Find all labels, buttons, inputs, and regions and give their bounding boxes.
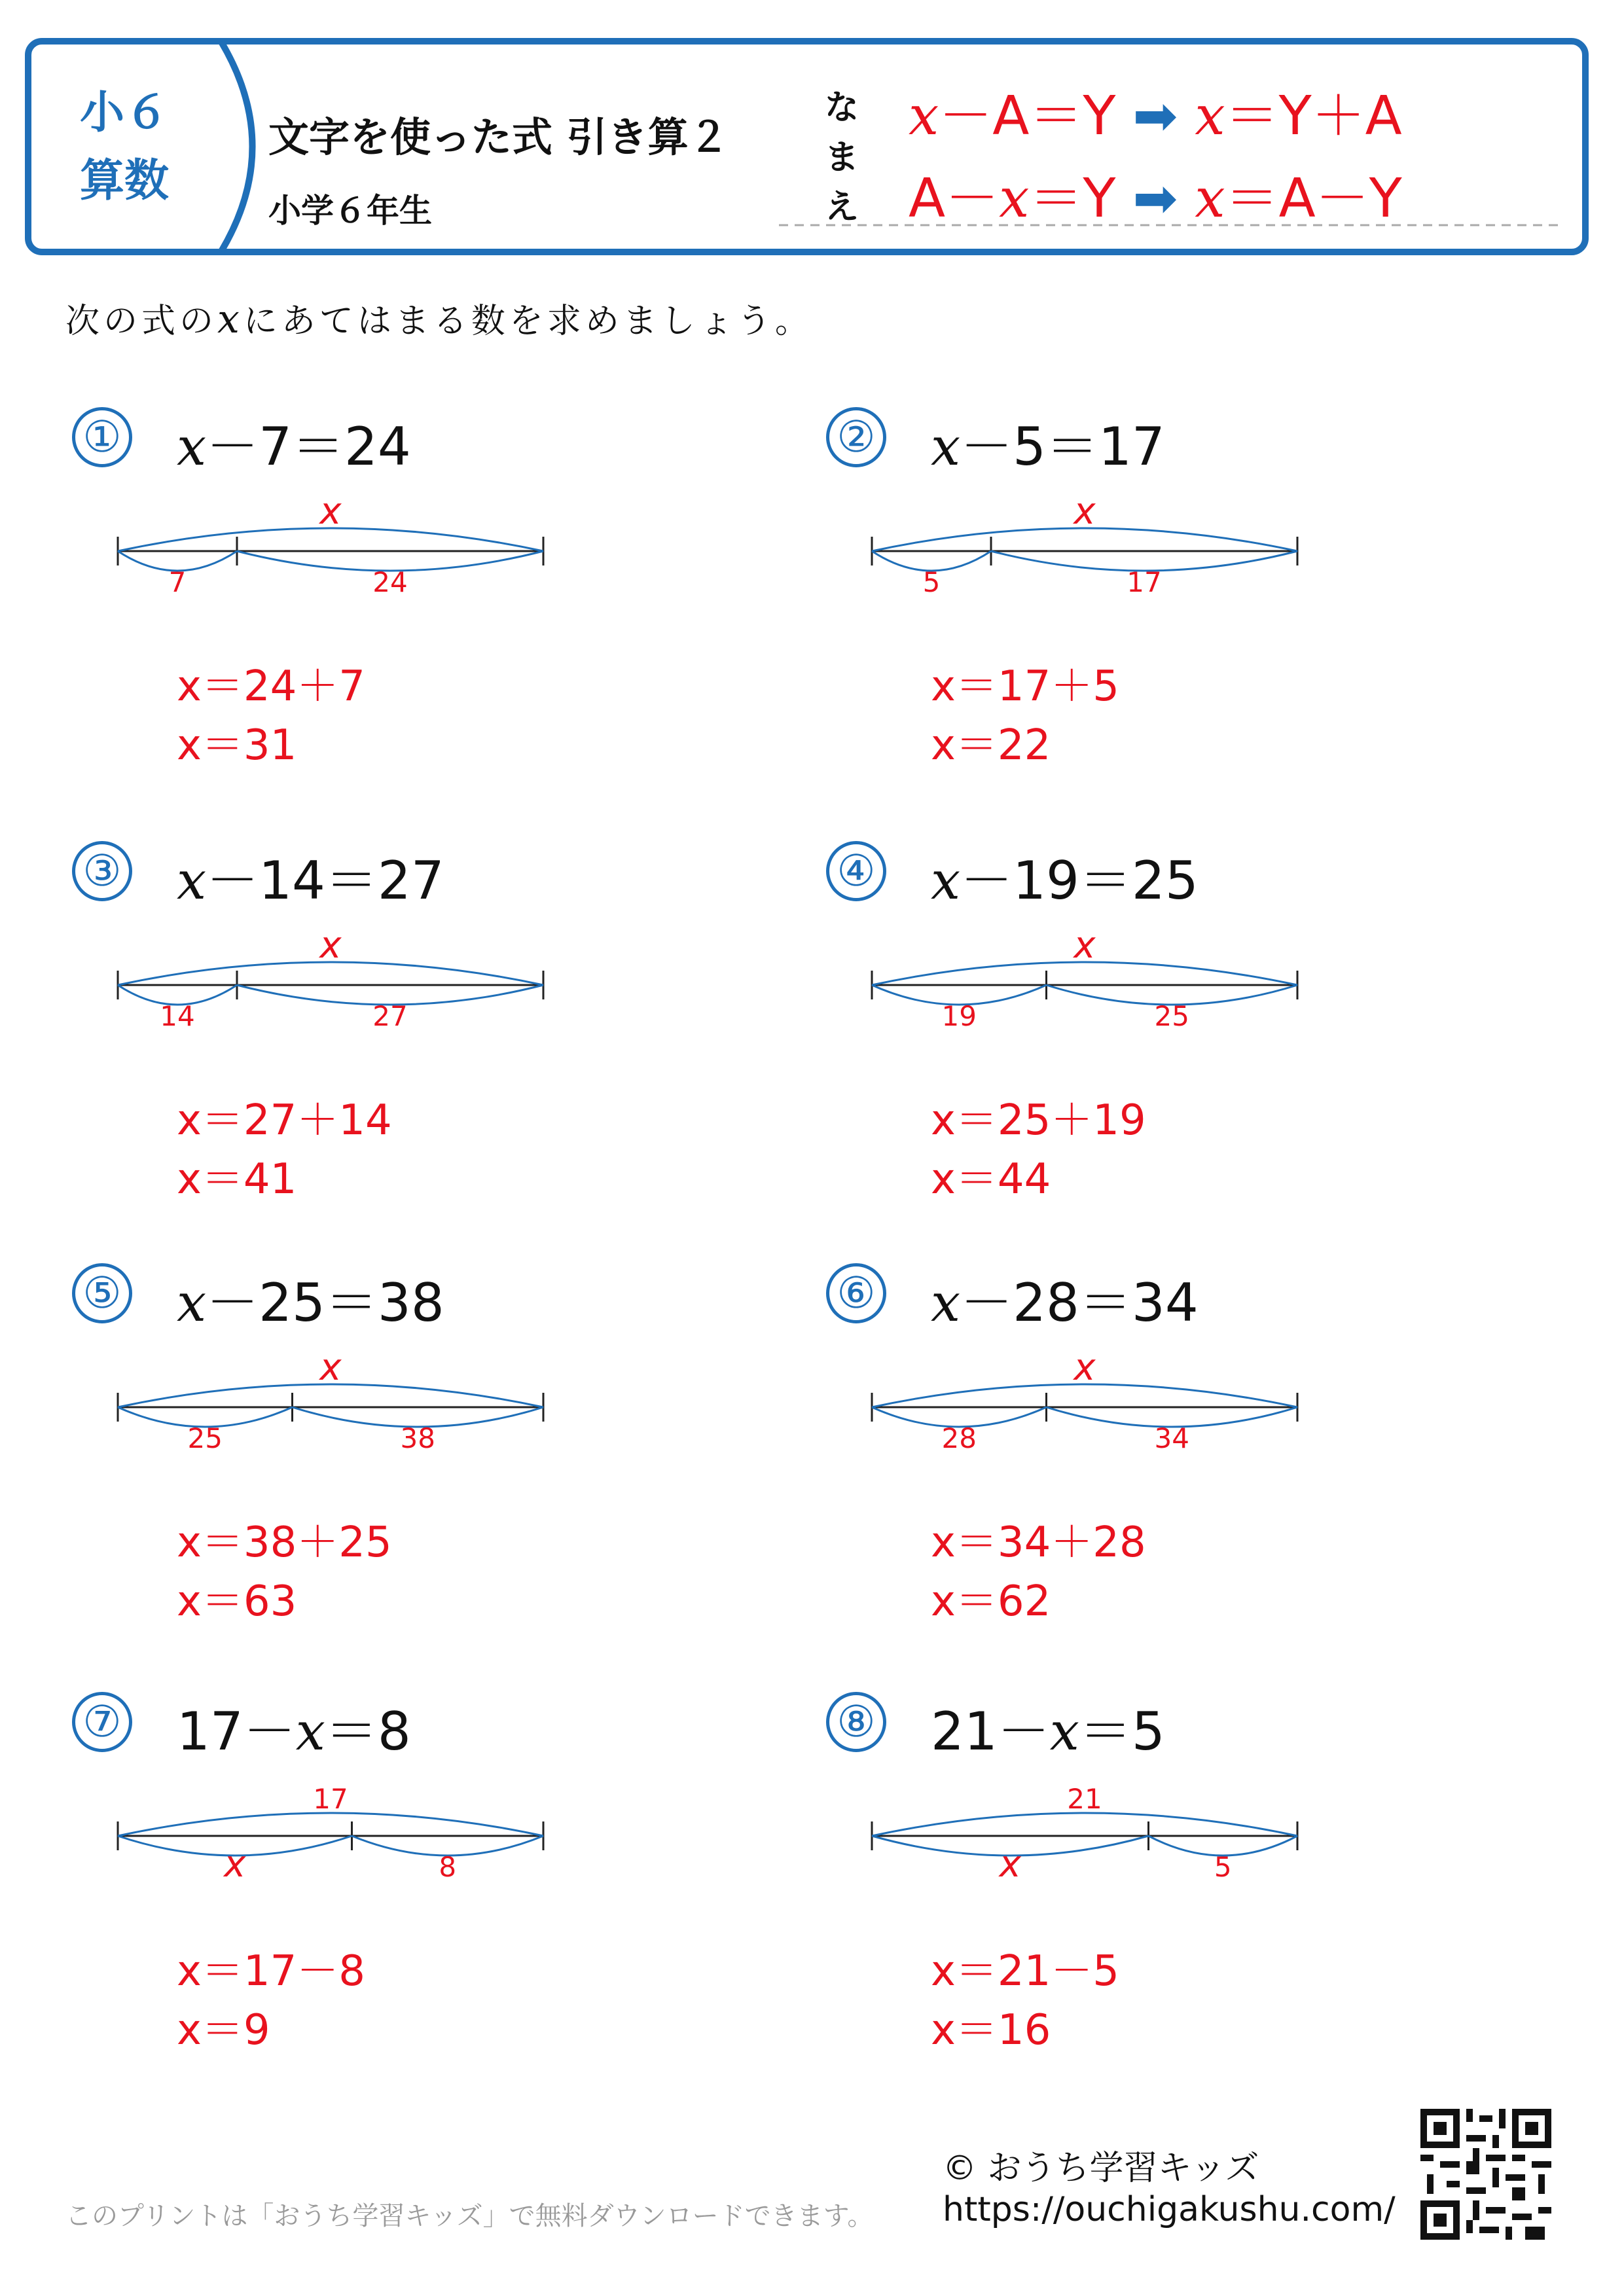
tape-diagram — [111, 492, 550, 610]
problem-equation — [931, 1689, 1165, 1765]
equation-part-b: －28＝34 — [960, 1272, 1199, 1333]
variable-x: x — [999, 168, 1030, 230]
variable-x: x — [177, 416, 207, 477]
variable-x: x — [177, 850, 207, 911]
problem-equation — [931, 404, 1165, 480]
variable-x: x — [931, 416, 961, 477]
equation-part-b: －19＝25 — [960, 850, 1199, 911]
right-segment-label: 5 — [1214, 1851, 1232, 1883]
answer-step: x＝24＋7 — [177, 662, 366, 711]
equation-part-b: ＝5 — [1079, 1701, 1165, 1762]
answer-result: x＝63 — [177, 1577, 297, 1626]
answer-result: x＝9 — [177, 2006, 270, 2054]
answer-result: x＝31 — [177, 721, 297, 770]
right-segment-label: 27 — [372, 1000, 408, 1032]
total-label: x — [1074, 490, 1096, 533]
total-label: x — [319, 490, 342, 533]
name-underline — [779, 223, 1564, 229]
variable-x: x — [295, 1701, 325, 1762]
name-label-char: な — [825, 88, 859, 128]
rule1-right: ＝Y＋A — [1225, 85, 1402, 147]
answer-step: x＝17＋5 — [931, 662, 1120, 711]
problem-number: ① — [72, 407, 132, 467]
total-label: x — [1074, 924, 1096, 967]
problem-equation — [931, 838, 1199, 914]
variable-x: x — [1195, 168, 1225, 230]
equation-part-b: －7＝24 — [206, 416, 411, 477]
problem-number: ⑧ — [826, 1692, 886, 1752]
problem-number: ② — [826, 407, 886, 467]
left-segment-label: 5 — [922, 566, 941, 598]
left-segment-label: 14 — [160, 1000, 195, 1032]
equation-part-a: 17－ — [177, 1701, 296, 1762]
answer-step: x＝38＋25 — [177, 1518, 392, 1567]
left-segment-label: 25 — [187, 1422, 223, 1454]
left-segment-label: 28 — [941, 1422, 977, 1454]
variable-x: x — [931, 1272, 961, 1333]
right-segment-label: 17 — [1127, 566, 1162, 598]
right-segment-label: 8 — [439, 1851, 457, 1883]
arrow-right-icon: ➡ — [1132, 85, 1178, 147]
total-bracket — [118, 1813, 543, 1836]
tape-diagram — [111, 1348, 550, 1466]
tape-diagram — [865, 1777, 1304, 1895]
tape-diagram — [865, 926, 1304, 1044]
answer-result: x＝62 — [931, 1577, 1051, 1626]
footer-note: このプリントは「おうち学習キッズ」で無料ダウンロードできます。 — [65, 2201, 874, 2231]
total-label: x — [1074, 1346, 1096, 1389]
variable-x: x — [909, 85, 939, 147]
answer-step: x＝21－5 — [931, 1947, 1120, 1996]
problem-number: ⑥ — [826, 1263, 886, 1323]
equation-part-b: ＝8 — [325, 1701, 411, 1762]
name-label-char: え — [825, 188, 859, 227]
tape-diagram — [865, 1348, 1304, 1466]
total-label: 17 — [313, 1783, 348, 1815]
variable-x: x — [217, 296, 244, 342]
problem-equation — [177, 1689, 411, 1765]
left-segment-label: 7 — [168, 566, 187, 598]
right-segment-label: 38 — [400, 1422, 435, 1454]
arrow-right-icon: ➡ — [1132, 168, 1178, 230]
equation-part-b: －5＝17 — [960, 416, 1165, 477]
worksheet-subtitle: 小学６年生 — [268, 192, 432, 230]
instruction-pre: 次の式の — [65, 302, 218, 341]
variable-x: x — [1195, 85, 1225, 147]
equation-part-a: 21－ — [931, 1701, 1050, 1762]
total-label: 21 — [1067, 1783, 1102, 1815]
name-label-char: ま — [825, 138, 859, 177]
left-segment-label: x — [224, 1843, 246, 1886]
left-segment-label: 19 — [941, 1000, 977, 1032]
tape-diagram — [111, 926, 550, 1044]
problem-equation — [177, 1261, 444, 1336]
problem-number: ③ — [72, 841, 132, 901]
left-segment-label: x — [999, 1843, 1021, 1886]
answer-step: x＝34＋28 — [931, 1518, 1146, 1567]
rule1-left: －A＝Y — [939, 85, 1116, 147]
worksheet-title: 文字を使った式 引き算２ — [268, 113, 729, 161]
answer-step: x＝27＋14 — [177, 1096, 392, 1145]
answer-result: x＝16 — [931, 2006, 1051, 2054]
total-label: x — [319, 924, 342, 967]
problem-equation — [177, 404, 411, 480]
answer-result: x＝22 — [931, 721, 1051, 770]
problem-equation — [177, 838, 444, 914]
qr-code-icon — [1420, 2109, 1551, 2240]
variable-x: x — [177, 1272, 207, 1333]
total-label: x — [319, 1346, 342, 1389]
problem-number: ④ — [826, 841, 886, 901]
total-bracket — [872, 1813, 1297, 1836]
variable-x: x — [1049, 1701, 1079, 1762]
rule2-left: A－ — [909, 168, 1000, 230]
answer-result: x＝44 — [931, 1155, 1051, 1204]
copyright: © おうち学習キッズ — [943, 2149, 1259, 2188]
equation-part-b: －25＝38 — [206, 1272, 444, 1333]
answer-step: x＝25＋19 — [931, 1096, 1146, 1145]
grade-label: 小６ — [79, 87, 169, 139]
rule-formula-1 — [909, 73, 1402, 150]
instruction — [65, 293, 813, 342]
tape-diagram — [111, 1777, 550, 1895]
variable-x: x — [931, 850, 961, 911]
problem-number: ⑦ — [72, 1692, 132, 1752]
answer-result: x＝41 — [177, 1155, 297, 1204]
right-segment-label: 25 — [1154, 1000, 1189, 1032]
problem-number: ⑤ — [72, 1263, 132, 1323]
tape-diagram — [865, 492, 1304, 610]
instruction-post: にあてはまる数を求めましょう。 — [243, 302, 813, 341]
right-segment-label: 24 — [372, 566, 408, 598]
problem-equation — [931, 1261, 1199, 1336]
rule2-right: ＝A－Y — [1225, 168, 1402, 230]
site-url[interactable]: https://ouchigakushu.com/ — [943, 2190, 1396, 2229]
subject-label: 算数 — [79, 155, 169, 207]
equation-part-b: －14＝27 — [206, 850, 444, 911]
answer-step: x＝17－8 — [177, 1947, 366, 1996]
right-segment-label: 34 — [1154, 1422, 1189, 1454]
rule-formula-2 — [909, 156, 1402, 232]
rule2-mid: ＝Y — [1029, 168, 1116, 230]
